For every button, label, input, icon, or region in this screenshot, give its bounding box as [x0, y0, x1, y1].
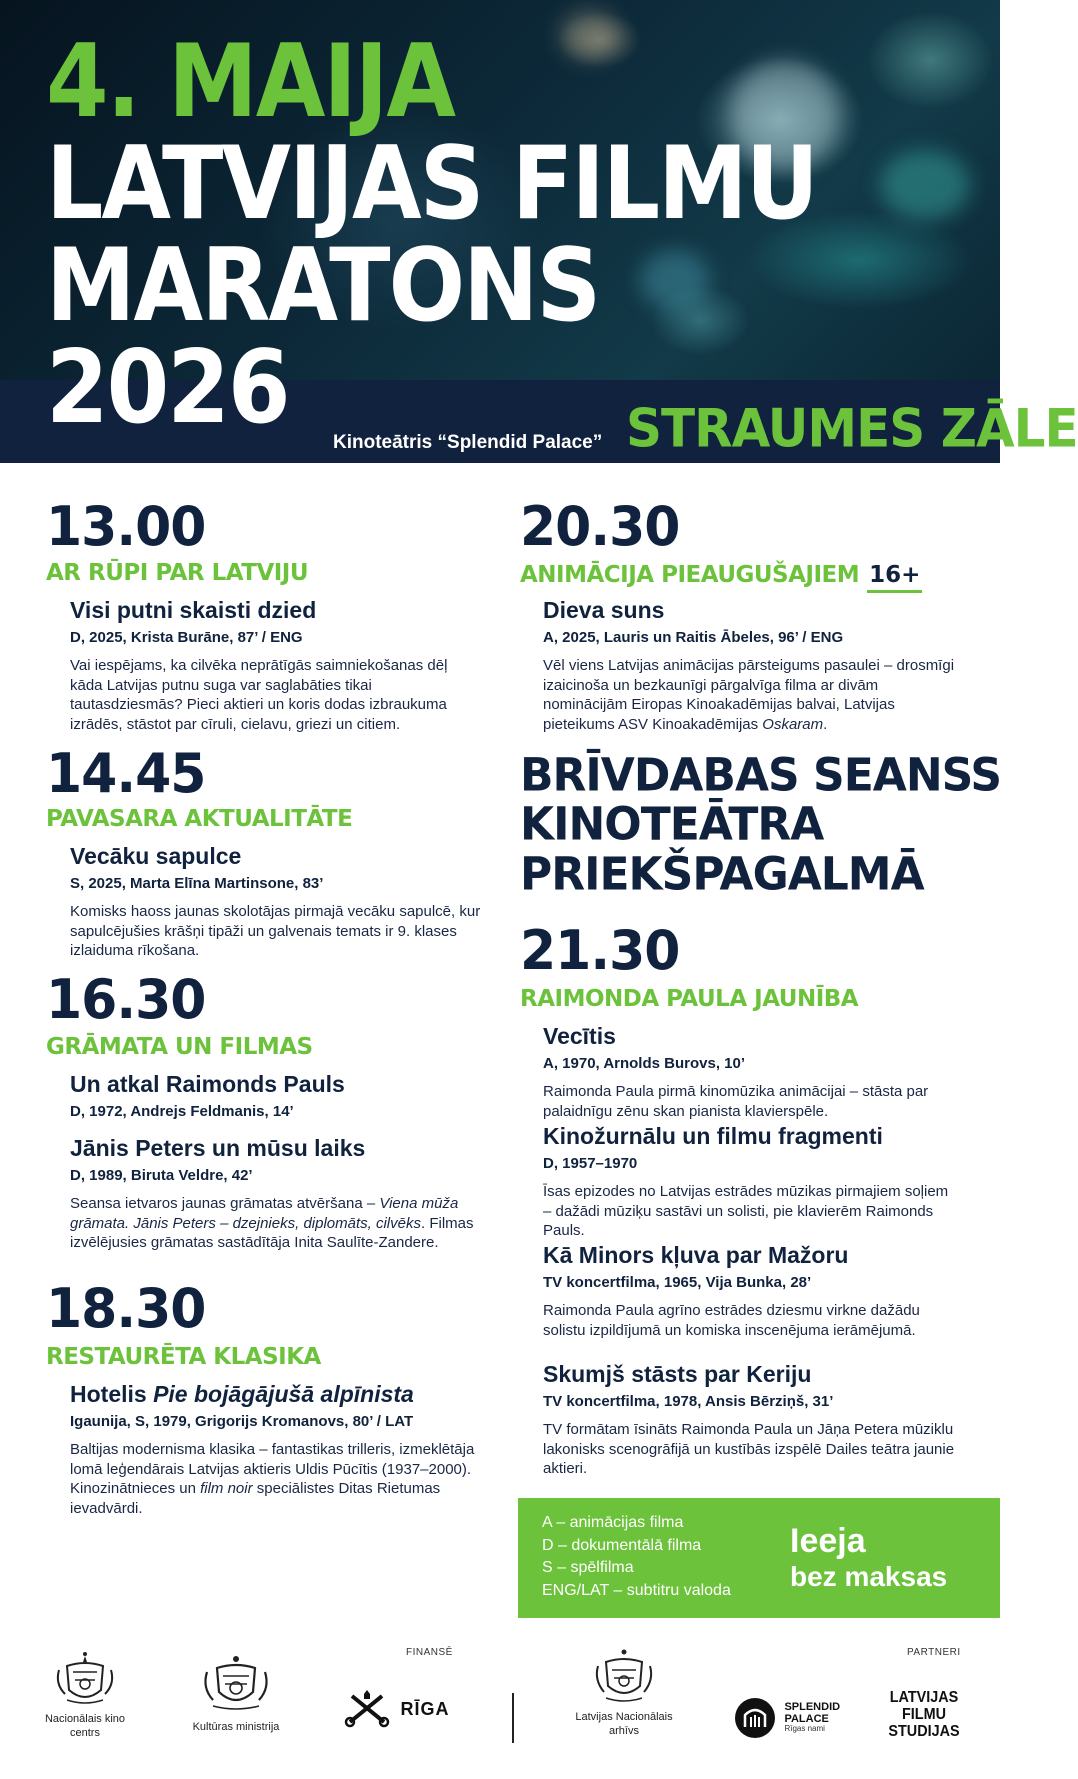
lfs-line: FILMU	[902, 1705, 946, 1723]
film-entry	[70, 1072, 482, 1121]
event-title-line2: MARATONS	[46, 227, 600, 345]
slot-1830	[46, 1277, 206, 1341]
film-meta: D, 1957–1970	[543, 1155, 638, 1173]
slot-2030	[520, 495, 680, 559]
hero-banner	[0, 0, 1078, 463]
event-year: 2026	[46, 329, 289, 447]
desc-text: Baltijas modernisma klasika – fantastikas trilleris, izmeklētāja lomā leģendārais Latvijas aktieris Uldis Pūcītis (1937–2000). Kinozinātnieces un	[70, 1441, 475, 1498]
slot-1300	[46, 495, 206, 559]
age-rating-badge: 16+	[867, 562, 922, 593]
slot-2130	[520, 919, 680, 983]
free-entry	[790, 1524, 947, 1593]
film-entry	[543, 1243, 958, 1340]
slot-time: 21.30	[520, 919, 680, 983]
logo-splendid	[734, 1697, 844, 1739]
film-entry	[70, 1136, 482, 1253]
film-title: Kinožurnālu un filmu fragmenti	[543, 1123, 883, 1149]
film-meta: D, 1989, Biruta Veldre, 42’	[70, 1167, 253, 1185]
event-date: 4. MAIJA	[46, 23, 454, 141]
desc-text: speciālistes Ditas Rietumas ievadvārdi.	[70, 1480, 441, 1517]
film-meta: S, 2025, Marta Elīna Martinsone, 83’	[70, 875, 324, 893]
film-description: Īsas epizodes no Latvijas estrādes mūzikas pirmajiem soļiem – dažādi mūziķu sastāvi un solisti, pie klavierēm Raimonds Pauls.	[543, 1183, 949, 1240]
legend-item: A – animācijas filma	[542, 1514, 684, 1531]
film-meta: D, 1972, Andrejs Feldmanis, 14’	[70, 1103, 294, 1121]
film-entry	[70, 844, 482, 961]
film-meta: D, 2025, Krista Burāne, 87’ / ENG	[70, 629, 303, 647]
bokeh-light	[560, 10, 620, 60]
hall-name: STRAUMES ZĀLE	[626, 398, 1078, 459]
film-entry	[543, 1124, 958, 1241]
legend-item: D – dokumentālā filma	[542, 1536, 702, 1554]
desc-text: . Filmas izvēlējusies grāmatas sastādītāja Inita Saulīte-Zandere.	[70, 1214, 474, 1252]
slot-category: RAIMONDA PAULA JAUNĪBA	[520, 986, 859, 1012]
slot-time: 18.30	[46, 1277, 206, 1341]
outdoor-line: PRIEKŠPAGALMĀ	[520, 847, 924, 901]
logo-caption: Nacionālais kino centrs	[44, 1713, 126, 1739]
film-description: Raimonda Paula agrīno estrādes dziesmu virkne dažādu solistu izpildījumā un komiska inscenējuma ierāmējumā.	[543, 1302, 920, 1339]
film-entry	[543, 1362, 958, 1479]
film-description	[543, 656, 958, 734]
film-title: Vecāku sapulce	[70, 843, 242, 869]
film-meta: A, 2025, Lauris un Raitis Ābeles, 96’ / ENG	[543, 629, 844, 647]
splendid-line: SPLENDID	[784, 1701, 841, 1714]
riga-wordmark: RĪGA	[400, 1698, 450, 1719]
film-title: Jānis Peters un mūsu laiks	[70, 1135, 366, 1161]
film-description: TV formātam īsināts Raimonda Paula un Jāņa Petera mūziklu lakonisks scenogrāfijā un kustībās izspēlē Dailes teātra jaunie aktieri.	[543, 1421, 955, 1478]
film-title: Kā Minors kļuva par Mažoru	[543, 1242, 849, 1268]
desc-text: Seansa ietvaros jaunas grāmatas atvēršana –	[70, 1195, 380, 1213]
award-name: Oskaram	[762, 715, 824, 733]
logo-caption: Latvijas Nacionālais arhīvs	[575, 1711, 673, 1737]
film-meta: A, 1970, Arnolds Burovs, 10’	[543, 1055, 746, 1073]
abbreviation-legend	[542, 1512, 731, 1602]
film-entry	[70, 1382, 482, 1518]
desc-text: .	[823, 715, 828, 733]
lfs-line: STUDIJAS	[888, 1722, 960, 1740]
film-entry	[70, 598, 482, 734]
logo-lfs	[884, 1690, 964, 1740]
film-title: Vecītis	[543, 1023, 616, 1049]
bokeh-light	[880, 150, 970, 220]
coat-of-arms-icon	[201, 1654, 271, 1714]
slot-category-row	[520, 562, 922, 593]
outdoor-line: KINOTEĀTRA	[520, 798, 824, 852]
slot-time: 20.30	[520, 495, 680, 559]
film-entry	[543, 598, 958, 734]
outdoor-line: BRĪVDABAS SEANSS	[520, 748, 1002, 802]
slot-category: GRĀMATA UN FILMAS	[46, 1034, 313, 1060]
film-title: Skumjš stāsts par Keriju	[543, 1361, 812, 1387]
film-meta: TV koncertfilma, 1965, Vija Bunka, 28’	[543, 1274, 812, 1292]
slot-time: 13.00	[46, 495, 206, 559]
film-title	[70, 1382, 482, 1407]
splendid-line: Rīgas nami	[784, 1724, 825, 1734]
partner-label: PARTNERI	[907, 1647, 961, 1658]
logo-nkc	[40, 1650, 130, 1741]
slot-time: 14.45	[46, 742, 206, 806]
riga-keys-icon	[344, 1692, 390, 1726]
venue-name: Kinoteātris “Splendid Palace”	[333, 432, 603, 453]
lfs-line: LATVIJAS	[889, 1689, 959, 1706]
logo-arhivs	[574, 1648, 674, 1739]
slot-time: 16.30	[46, 968, 206, 1032]
bokeh-light	[640, 250, 710, 310]
logo-kultura	[186, 1654, 286, 1735]
slot-category: ANIMĀCIJA PIEAUGUŠAJIEM	[520, 562, 860, 588]
genre-term: film noir	[200, 1480, 253, 1498]
coat-of-arms-icon	[592, 1648, 656, 1706]
film-description	[70, 1440, 482, 1518]
film-entry	[543, 1024, 958, 1121]
title-italic: Pie bojāgājušā alpīnista	[153, 1381, 414, 1407]
slot-category: RESTAURĒTA KLASIKA	[46, 1344, 321, 1370]
logo-riga	[344, 1692, 454, 1726]
free-entry-line2: bez maksas	[790, 1561, 948, 1592]
slot-category: PAVASARA AKTUALITĀTE	[46, 806, 353, 832]
film-title: Visi putni skaisti dzied	[70, 597, 317, 623]
splendid-wordmark	[784, 1702, 840, 1733]
film-description: Komisks haoss jaunas skolotājas pirmajā vecāku sapulcē, kur sapulcējušies krāšņi tipāži un galvenais temats ir 9. klases izlaiduma rīkošana.	[70, 903, 481, 960]
film-meta: Igaunija, S, 1979, Grigorijs Kromanovs, 80’ / LAT	[70, 1413, 414, 1431]
film-description: Raimonda Paula pirmā kinomūzika animācijai – stāsta par palaidnīgu zēnu skan pianista klavierspēle.	[543, 1083, 929, 1120]
legend-item: S – spēlfilma	[542, 1559, 634, 1576]
title-text: Hotelis	[70, 1381, 154, 1407]
splendid-palace-icon	[734, 1697, 776, 1739]
event-title-line1: LATVIJAS FILMU	[46, 125, 817, 243]
film-description: Vai iespējams, ka cilvēka neprātīgās saimniekošanas dēļ kāda Latvijas putnu suga var saglabāties tikai tautasdziesmās? Pieci aktieri un koris dodas izbraukuma izrādēs, stāstot par cīruli, cielavu, griezi un citiem.	[70, 657, 448, 733]
slot-1445	[46, 742, 206, 806]
legend-item: ENG/LAT – subtitru valoda	[542, 1581, 731, 1599]
info-box	[518, 1498, 1000, 1618]
outdoor-heading	[520, 748, 1002, 901]
film-meta: TV koncertfilma, 1978, Ansis Bērziņš, 31’	[543, 1393, 834, 1411]
slot-1630	[46, 968, 206, 1032]
logo-divider	[512, 1693, 514, 1743]
logo-caption: Kultūras ministrija	[192, 1721, 280, 1733]
book-title: Viena mūža grāmata. Jānis Peters – dzejnieks, diplomāts, cilvēks	[70, 1195, 459, 1232]
film-title: Dieva suns	[543, 597, 665, 623]
slot-category: AR RŪPI PAR LATVIJU	[46, 560, 309, 586]
coat-of-arms-icon	[53, 1650, 117, 1708]
free-entry-line1: Ieeja	[790, 1522, 866, 1560]
splendid-line: PALACE	[784, 1712, 829, 1725]
desc-text: Vēl viens Latvijas animācijas pārsteigums pasaulei – drosmīgi izaicinoša un bezkaunīgi pārgalvīga filma ar divām nominācijām Eiropas Kinoakadēmijas balvai, Latvijas pieteikums ASV Kinoakadēmijas	[543, 657, 955, 733]
funder-label: FINANSĒ	[406, 1647, 453, 1658]
film-description	[70, 1194, 482, 1253]
film-title: Un atkal Raimonds Pauls	[70, 1071, 345, 1097]
